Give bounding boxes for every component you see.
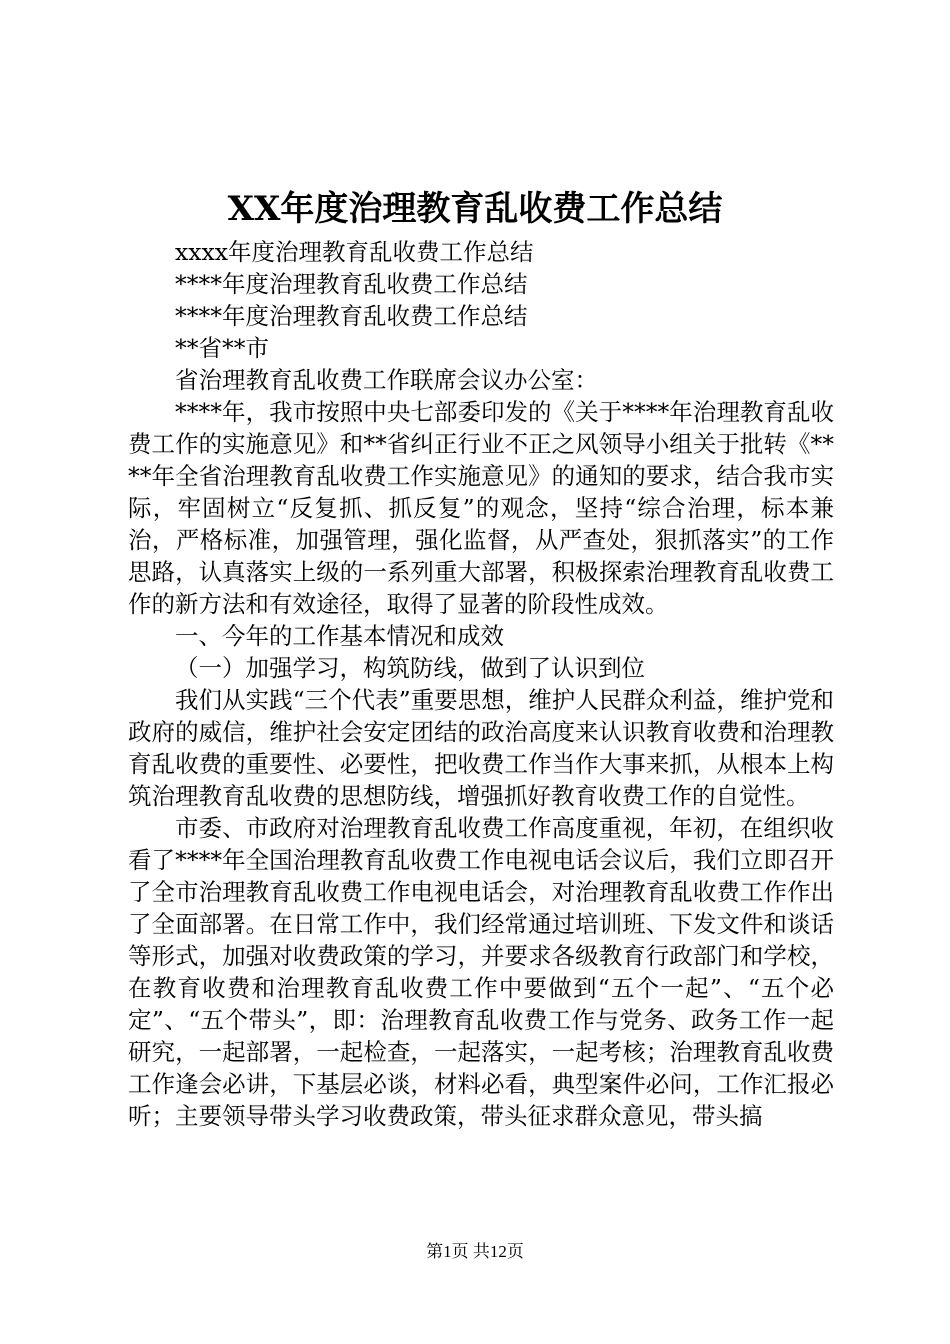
paragraph-body-1: 我们从实践“三个代表”重要思想，维护人民群众利益，维护党和政府的威信，维护社会安定团结的政治高度来认识教育收费和治理教育乱收费的重要性、必要性，把收费工作当作大事来抓，从根本上构筑治理教育乱收费的思想防线，增强抓好教育收费工作的自觉性。 — [128, 686, 834, 810]
paragraph-addressee: 省治理教育乱收费工作联席会议办公室： — [175, 366, 598, 394]
paragraph-body-2: 市委、市政府对治理教育乱收费工作高度重视，年初，在组织收看了****年全国治理教育乱收费工作电视电话会议后，我们立即召开了全市治理教育乱收费工作电视电话会，对治理教育乱收费工作作出了全面部署。在日常工作中，我们经常通过培训班、下发文件和谈话等形式，加强对收费政策的学习，并要求各级教育行政部门和学校，在教育收费和治理教育乱收费工作中要做到“五个一起”、“五个必定”、“五个带头”，即：治理教育乱收费工作与党务、政务工作一起研究，一起部署，一起检查，一起落实，一起考核；治理教育乱收费工作逢会必讲，下基层必谈，材料必看，典型案件必问，工作汇报必听；主要领导带头学习收费政策，带头征求群众意见，带头搞 — [128, 814, 834, 1130]
paragraph-heading-1: xxxx年度治理教育乱收费工作总结 — [175, 238, 534, 266]
paragraph-location: **省**市 — [175, 334, 269, 362]
subsection-heading-1: （一）加强学习，构筑防线，做到了认识到位 — [175, 654, 645, 682]
section-heading-1: 一、今年的工作基本情况和成效 — [175, 622, 504, 650]
page-footer: 第1页 共12页 — [426, 1242, 524, 1261]
document-title: XX年度治理教育乱收费工作总结 — [227, 189, 723, 229]
paragraph-intro: ****年，我市按照中央七部委印发的《关于****年治理教育乱收费工作的实施意见》和**省纠正行业不正之风领导小组关于批转《****年全省治理教育乱收费工作实施意见》的通知的要求，结合我市实际，牢固树立“反复抓、抓反复”的观念，坚持“综合治理，标本兼治，严格标准，加强管理，强化监督，从严查处，狠抓落实”的工作思路，认真落实上级的一系列重大部署，积极探索治理教育乱收费工作的新方法和有效途径，取得了显著的阶段性成效。 — [128, 398, 834, 618]
paragraph-heading-2: ****年度治理教育乱收费工作总结 — [175, 270, 528, 298]
paragraph-heading-3: ****年度治理教育乱收费工作总结 — [175, 302, 528, 330]
document-body — [128, 236, 834, 1132]
